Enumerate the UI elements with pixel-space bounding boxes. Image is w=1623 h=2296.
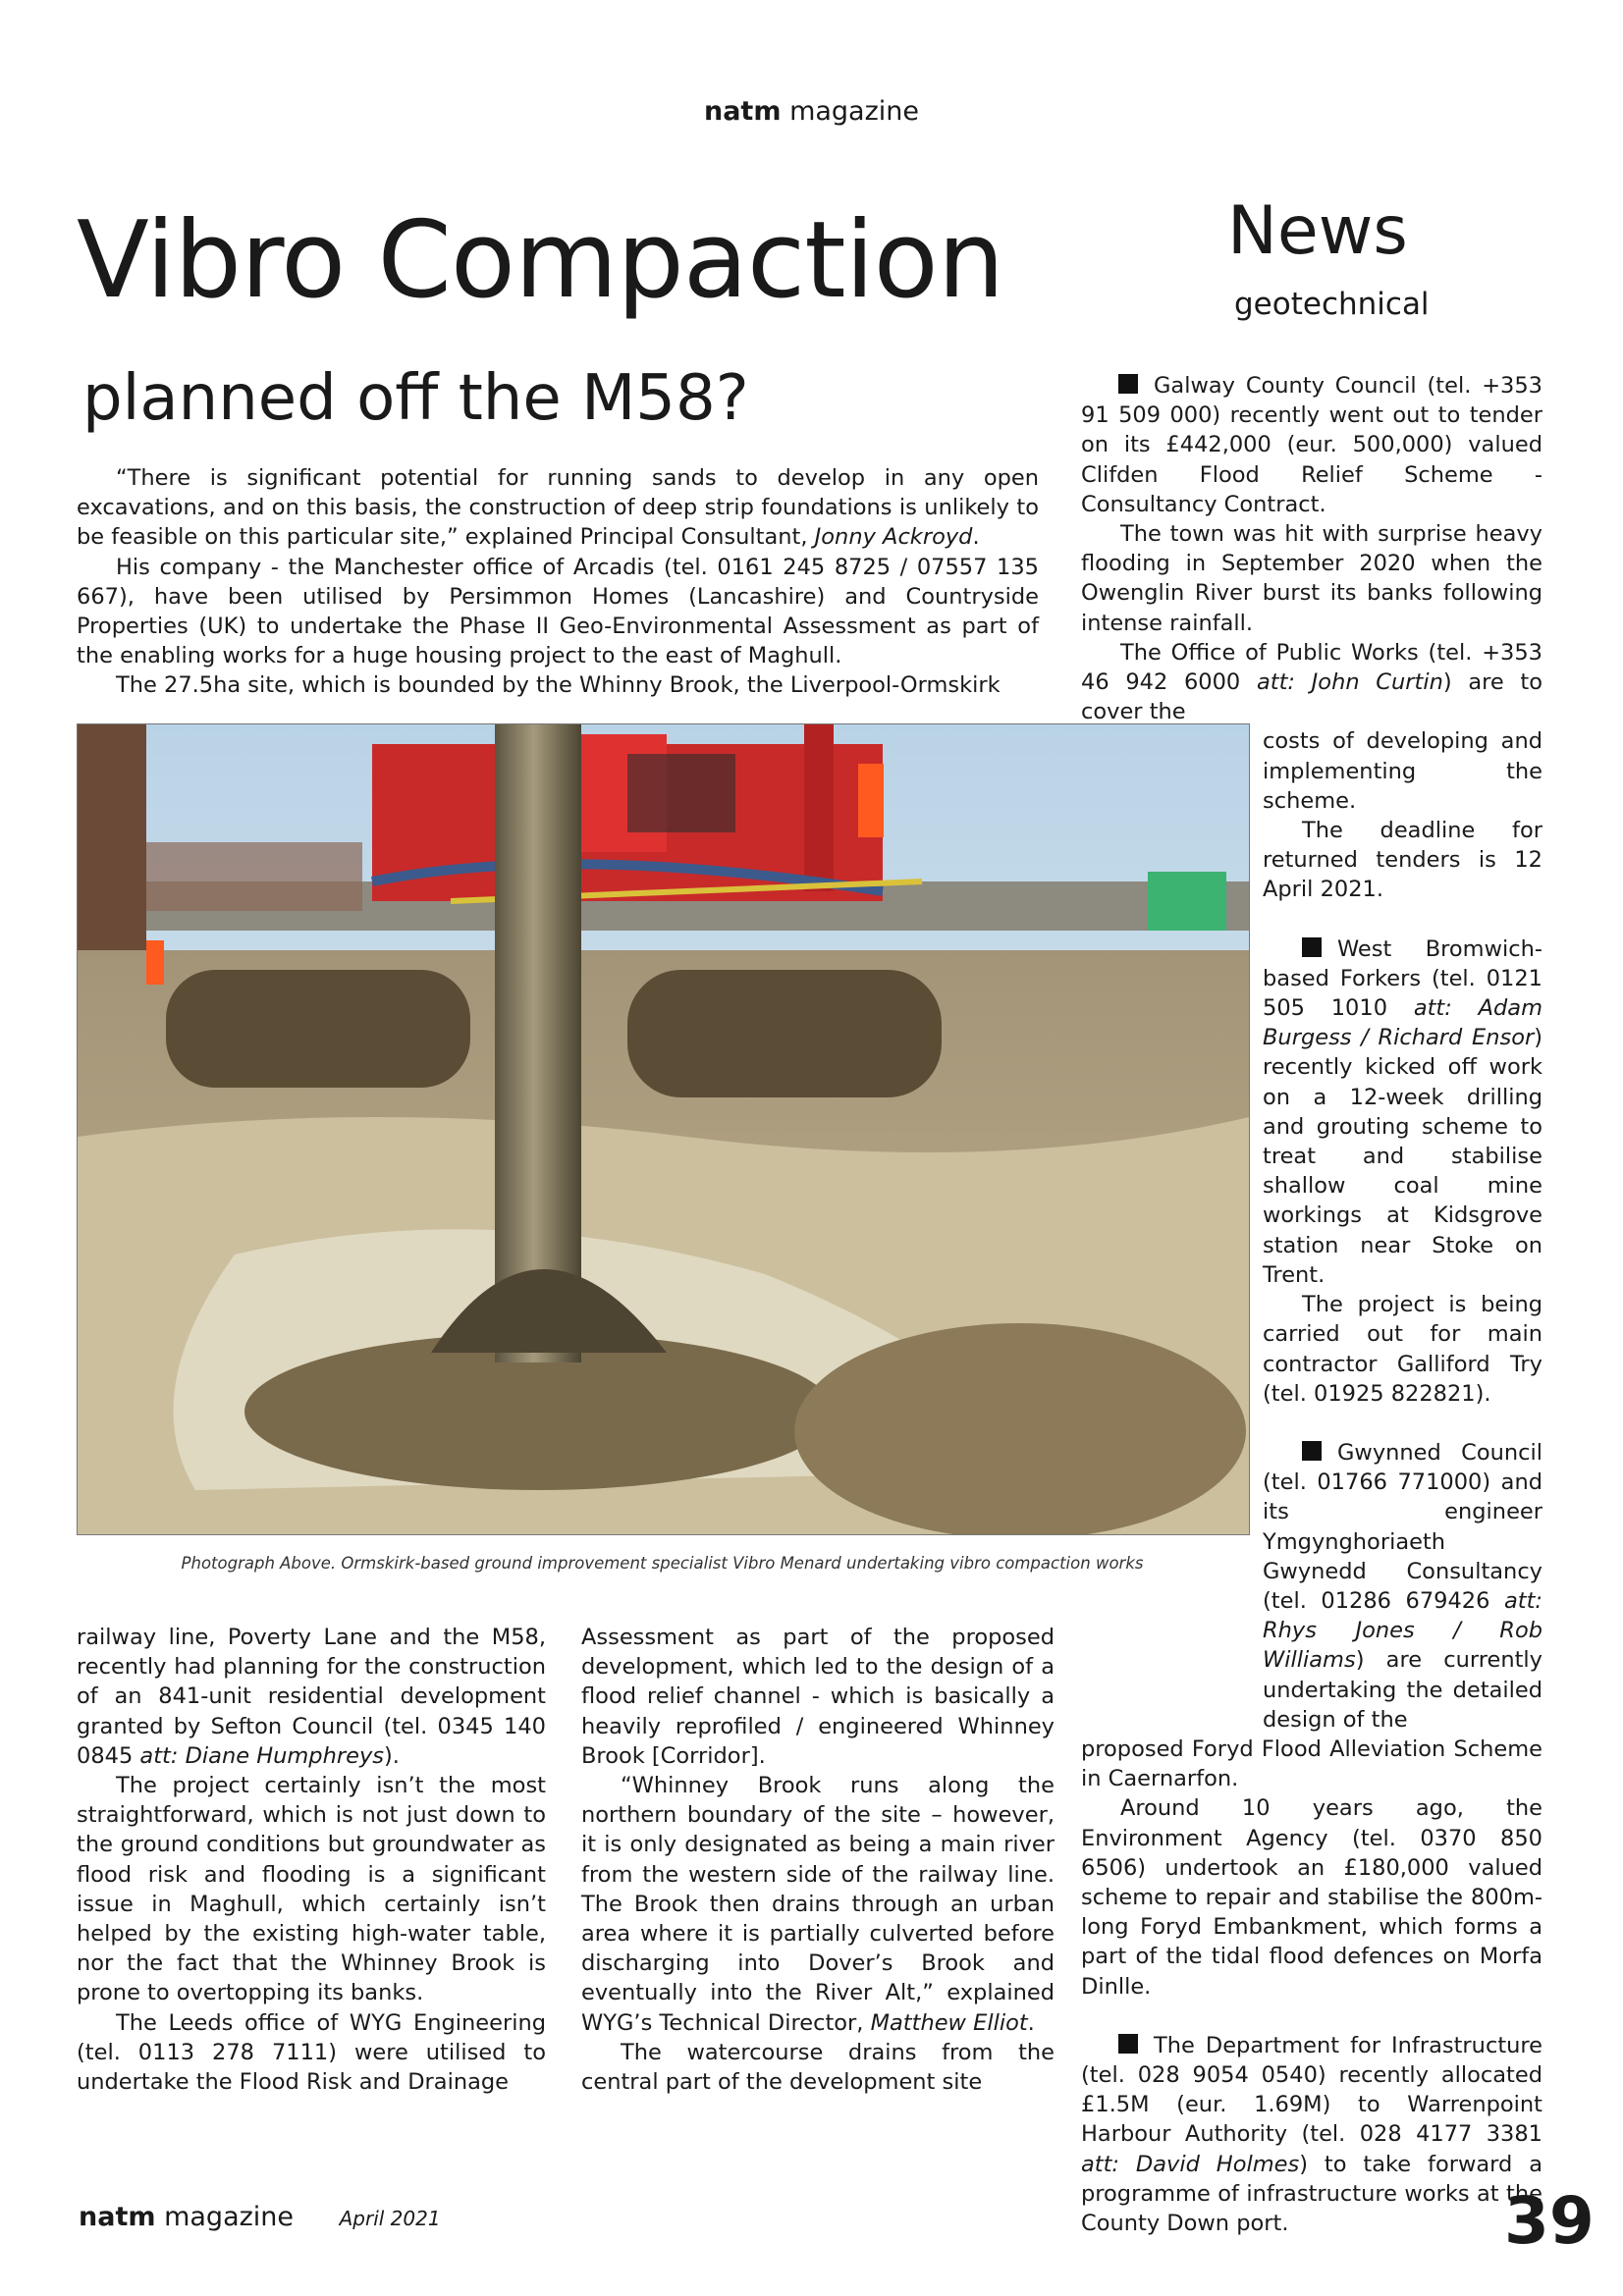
paragraph: His company - the Manchester office of Arcadis (tel. 0161 245 8725 / 07557 135 667), have been utilised by Persimmon Homes (Lancashire) and Countryside Properties (UK) to undertake the Phase II Geo-Environmental Assessment as part of the enabling works for a huge housing project to the east of Maghull. (77, 554, 1039, 669)
site-photo (77, 723, 1250, 1535)
header-brand-rest: magazine (789, 96, 919, 127)
news-item-gwynned (1081, 1438, 1542, 2002)
paragraph: The 27.5ha site, which is bounded by the Whinny Brook, the Liverpool-Ormskirk (116, 672, 1001, 699)
contact-name: att: John Curtin (1256, 669, 1443, 696)
news-item-infrastructure (1081, 2031, 1542, 2238)
bullet-square-icon (1302, 1441, 1322, 1461)
galway-paragraph-3-cont: costs of developing and implementing the scheme. (1263, 728, 1542, 814)
paragraph: “Whinney Brook runs along the northern boundary of the site – however, it is only designated as being a main river from the western side of the railway line. The Brook then drains through an urban area where it is partially culverted before discharging into Dover’s Brook and eventually into the River Alt,” explained WYG’s Technical Director, Matthew Elliot. (581, 1773, 1055, 2036)
paragraph: The Leeds office of WYG Engineering (tel. 0113 278 7111) were utilised to undertake the Flood Risk and Drainage (77, 2009, 546, 2096)
issue-date: April 2021 (339, 2207, 441, 2230)
footer-brand-bold: natm (79, 2202, 156, 2232)
contact-name: att: David Holmes (1081, 2151, 1300, 2177)
paragraph: The watercourse drains from the central part of the development site (581, 2039, 1055, 2096)
paragraph: “There is significant potential for running sands to develop in any open excavations, and on this basis, the construction of deep strip foundations is unlikely to be feasible on this particular site,” explained Principal Consultant, Jonny Ackroyd. (77, 465, 1039, 551)
contact-name: att: Rhys Jones / Rob Williams (1263, 1587, 1542, 1674)
news-item-forkers (1263, 934, 1542, 1409)
article-title: Vibro Compaction (77, 199, 1004, 322)
article-intro (77, 463, 1039, 701)
news-column (1081, 371, 1542, 2238)
footer-brand-rest: magazine (164, 2202, 295, 2232)
section-heading: News (1227, 192, 1408, 270)
forkers-paragraph-2: The project is being carried out for main contractor Galliford Try (tel. 01925 822821). (1263, 1292, 1542, 1407)
galway-paragraph-1: Galway County Council (tel. +353 91 509 000) recently went out to tender on its £442,000 (eur. 500,000) valued Clifden Flood Relief Scheme - Consultancy Contract. (1081, 371, 1542, 519)
infra-paragraph-1: The Department for Infrastructure (tel. 028 9054 0540) recently allocated £1.5M (eur. 1.69M) to Warrenpoint Harbour Authority (tel. 028 4177 3381 att: David Holmes) to take forward a programme of infrastructure works at the County Down port. (1081, 2031, 1542, 2238)
gwynned-paragraph-2: Around 10 years ago, the Environment Agency (tel. 0370 850 6506) undertook an £180,000 valued scheme to repair and stabilise the 800m-long Foryd Embankment, which forms a part of the tidal flood defences on Morfa Dinlle. (1081, 1795, 1542, 2000)
article-column-2 (581, 1623, 1055, 2097)
gwynned-paragraph-1-cont: proposed Foryd Flood Alleviation Scheme in Caernarfon. (1081, 1735, 1542, 1792)
galway-paragraph-2: The town was hit with surprise heavy flooding in September 2020 when the Owenglin River burst its banks following intense rainfall. (1081, 521, 1542, 636)
galway-paragraph-3: The Office of Public Works (tel. +353 46 942 6000 att: John Curtin) are to cover the (1081, 639, 1543, 725)
photo-caption: Photograph Above. Ormskirk-based ground improvement specialist Vibro Menard undertaking vibro compaction works (181, 1554, 1144, 1573)
forkers-paragraph-1: West Bromwich-based Forkers (tel. 0121 505 1010 att: Adam Burgess / Richard Ensor) recently kicked off work on a 12-week drilling and grouting scheme to treat and stabilise shallow coal mine workings at Kidsgrove station near Stoke on Trent. (1263, 935, 1543, 1288)
running-header (0, 96, 1623, 127)
galway-paragraph-4: The deadline for returned tenders is 12 April 2021. (1263, 818, 1542, 903)
vibro-compaction-photo (78, 724, 1249, 1534)
paragraph: The project certainly isn’t the most straightforward, which is not just down to the ground conditions but groundwater as flood risk and flooding is a significant issue in Maghull, which certainly isn’t helped by the existing high-water table, nor the fact that the Whinney Brook is prone to overtopping its banks. (77, 1773, 546, 2006)
footer-brand (79, 2202, 441, 2232)
paragraph: railway line, Poverty Lane and the M58, recently had planning for the construction of an 841-unit residential development granted by Sefton Council (tel. 0345 140 0845 att: Diane Humphreys). (77, 1625, 546, 1769)
bullet-square-icon (1302, 937, 1322, 957)
article-column-1 (77, 1623, 546, 2097)
article-subtitle: planned off the M58? (82, 362, 749, 435)
page-number: 39 (1504, 2183, 1595, 2259)
paragraph: Assessment as part of the proposed development, which led to the design of a flood relief channel - which is basically a heavily reprofiled / engineered Whinney Brook [Corridor]. (581, 1625, 1055, 1769)
news-item-galway (1081, 371, 1542, 905)
gwynned-paragraph-1: Gwynned Council (tel. 01766 771000) and its engineer Ymgynghoriaeth Gwynedd Consultancy (tel. 01286 679426 att: Rhys Jones / Rob Williams) are currently undertaking the detailed design of the (1263, 1439, 1542, 1733)
contact-name: att: Adam Burgess / Richard Ensor (1263, 995, 1543, 1051)
header-brand-bold: natm (703, 96, 782, 127)
section-subheading: geotechnical (1234, 287, 1430, 322)
